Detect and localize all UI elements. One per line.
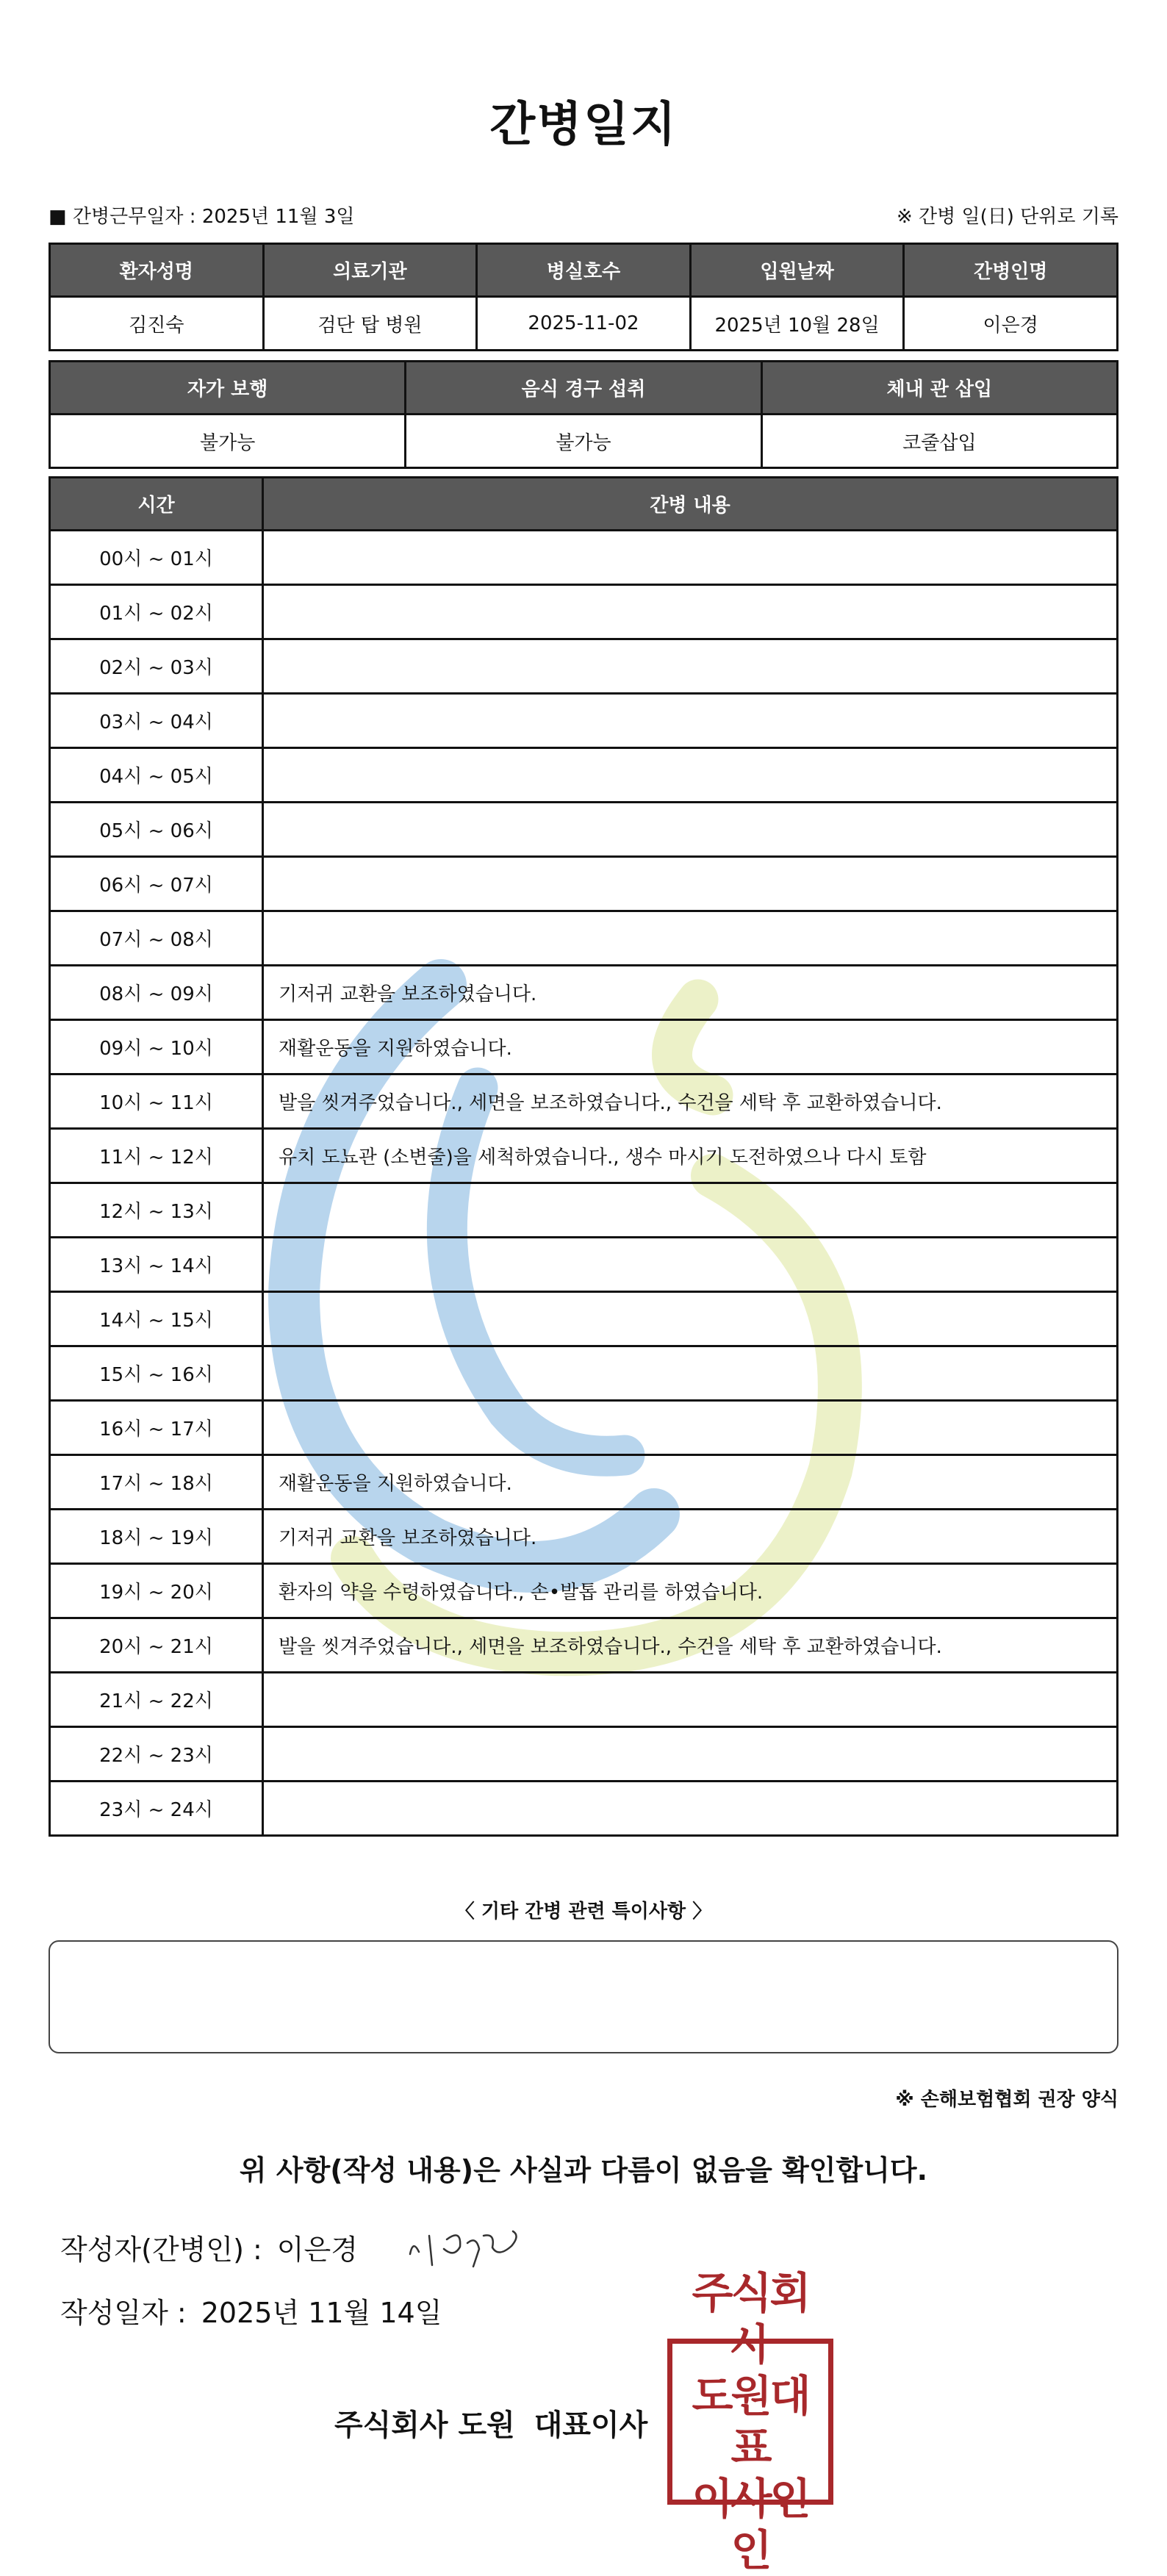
care-content (263, 748, 1118, 803)
tube-status: 코줄삽입 (761, 415, 1117, 468)
care-content (263, 911, 1118, 966)
care-content: 발을 씻겨주었습니다., 세면을 보조하였습니다., 수건을 세탁 후 교환하였습니다. (263, 1618, 1118, 1673)
time-slot: 13시 ~ 14시 (50, 1238, 263, 1292)
table-row (50, 1129, 1118, 1183)
care-content: 재활운동을 지원하였습니다. (263, 1455, 1118, 1510)
header-tube: 체내 관 삽입 (761, 362, 1117, 415)
recommend-note: ※ 손해보험협회 권장 양식 (895, 2089, 1118, 2111)
care-content (263, 639, 1118, 694)
table-row (50, 1346, 1118, 1401)
care-content (263, 1292, 1118, 1346)
patient-status-table (49, 360, 1118, 469)
table-row (50, 1510, 1118, 1564)
writer-name: 이은경 (276, 2234, 358, 2266)
care-log-table (49, 476, 1118, 1837)
care-content (263, 585, 1118, 639)
written-date-value: 2025년 11월 14일 (201, 2297, 442, 2329)
table-row (50, 1727, 1118, 1782)
header-patient-name: 환자성명 (50, 244, 264, 297)
time-slot: 02시 ~ 03시 (50, 639, 263, 694)
company-seal-stamp (667, 2268, 833, 2575)
care-content (263, 694, 1118, 748)
table-row (50, 966, 1118, 1020)
care-content (263, 1238, 1118, 1292)
table-row (50, 803, 1118, 857)
care-content (263, 1183, 1118, 1238)
table-row (50, 639, 1118, 694)
care-content: 기저귀 교환을 보조하였습니다. (263, 1510, 1118, 1564)
care-content: 발을 씻겨주었습니다., 세면을 보조하였습니다., 수건을 세탁 후 교환하였습니다. (263, 1074, 1118, 1129)
table-row (50, 531, 1118, 585)
time-slot: 07시 ~ 08시 (50, 911, 263, 966)
table-row (50, 1020, 1118, 1074)
time-slot: 04시 ~ 05시 (50, 748, 263, 803)
writer-line (60, 2227, 358, 2267)
company-title: 대표이사 (534, 2408, 648, 2442)
notes-title: 〈 기타 간병 관련 특이사항 〉 (455, 1901, 712, 1923)
time-slot: 11시 ~ 12시 (50, 1129, 263, 1183)
table-row (50, 1292, 1118, 1346)
walking-status: 불가능 (50, 415, 406, 468)
time-slot: 06시 ~ 07시 (50, 857, 263, 911)
care-content (263, 1346, 1118, 1401)
care-content (263, 857, 1118, 911)
time-slot: 12시 ~ 13시 (50, 1183, 263, 1238)
table-row (50, 1455, 1118, 1510)
care-content (263, 803, 1118, 857)
header-time: 시간 (50, 478, 263, 531)
care-content: 기저귀 교환을 보조하였습니다. (263, 966, 1118, 1020)
page-title: 간병일지 (489, 98, 678, 152)
time-slot: 21시 ~ 22시 (50, 1673, 263, 1727)
time-slot: 19시 ~ 20시 (50, 1564, 263, 1618)
caregiver-name: 이은경 (904, 297, 1118, 351)
table-row (50, 1401, 1118, 1455)
patient-name: 김진숙 (50, 297, 264, 351)
admission-date: 2025년 10월 28일 (690, 297, 904, 351)
time-slot: 20시 ~ 21시 (50, 1618, 263, 1673)
care-content: 재활운동을 지원하였습니다. (263, 1020, 1118, 1074)
table-row (50, 1564, 1118, 1618)
care-content: 환자의 약을 수령하였습니다., 손•발톱 관리를 하였습니다. (263, 1564, 1118, 1618)
time-slot: 22시 ~ 23시 (50, 1727, 263, 1782)
table-row (50, 748, 1118, 803)
care-content (263, 1782, 1118, 1836)
header-room: 병실호수 (477, 244, 691, 297)
seal-line-3: 이사인인 (692, 2474, 809, 2575)
room-number: 2025-11-02 (477, 297, 691, 351)
header-care-content: 간병 내용 (263, 478, 1118, 531)
oral-intake-status: 불가능 (406, 415, 761, 468)
time-slot: 00시 ~ 01시 (50, 531, 263, 585)
time-slot: 09시 ~ 10시 (50, 1020, 263, 1074)
header-hospital: 의료기관 (263, 244, 477, 297)
handwritten-signature (403, 2214, 535, 2280)
writer-label: 작성자(간병인) : (60, 2234, 262, 2266)
time-slot: 15시 ~ 16시 (50, 1346, 263, 1401)
written-date-line (60, 2290, 442, 2331)
time-slot: 16시 ~ 17시 (50, 1401, 263, 1455)
time-slot: 05시 ~ 06시 (50, 803, 263, 857)
hospital: 검단 탑 병원 (263, 297, 477, 351)
table-row (50, 911, 1118, 966)
time-slot: 01시 ~ 02시 (50, 585, 263, 639)
record-unit-note: ※ 간병 일(日) 단위로 기록 (896, 206, 1118, 228)
header-walking: 자가 보행 (50, 362, 406, 415)
time-slot: 18시 ~ 19시 (50, 1510, 263, 1564)
seal-line-2: 도원대표 (692, 2371, 809, 2472)
time-slot: 03시 ~ 04시 (50, 694, 263, 748)
care-content (263, 1673, 1118, 1727)
confirmation-statement: 위 사항(작성 내용)은 사실과 다름이 없음을 확인합니다. (239, 2154, 928, 2186)
time-slot: 10시 ~ 11시 (50, 1074, 263, 1129)
patient-info-table (49, 243, 1118, 351)
table-row (50, 694, 1118, 748)
written-date-label: 작성일자 : (60, 2297, 187, 2329)
time-slot: 23시 ~ 24시 (50, 1782, 263, 1836)
table-row (50, 1183, 1118, 1238)
work-date: ■ 간병근무일자 : 2025년 11월 3일 (49, 206, 355, 228)
seal-line-1: 주식회사 (692, 2268, 809, 2369)
time-slot: 17시 ~ 18시 (50, 1455, 263, 1510)
company-name: 주식회사 도원 (334, 2408, 515, 2442)
table-row (50, 585, 1118, 639)
time-slot: 14시 ~ 15시 (50, 1292, 263, 1346)
notes-box (49, 1940, 1118, 2053)
care-content (263, 1401, 1118, 1455)
table-row (50, 1673, 1118, 1727)
time-slot: 08시 ~ 09시 (50, 966, 263, 1020)
care-content: 유치 도뇨관 (소변줄)을 세척하였습니다., 생수 마시기 도전하였으나 다시 토함 (263, 1129, 1118, 1183)
table-row (50, 1074, 1118, 1129)
table-row (50, 857, 1118, 911)
header-admission-date: 입원날짜 (690, 244, 904, 297)
table-row (50, 1618, 1118, 1673)
table-row (50, 1782, 1118, 1836)
table-row (50, 1238, 1118, 1292)
header-caregiver: 간병인명 (904, 244, 1118, 297)
care-content (263, 531, 1118, 585)
header-oral-intake: 음식 경구 섭취 (406, 362, 761, 415)
company-signature (334, 2402, 647, 2444)
care-content (263, 1727, 1118, 1782)
